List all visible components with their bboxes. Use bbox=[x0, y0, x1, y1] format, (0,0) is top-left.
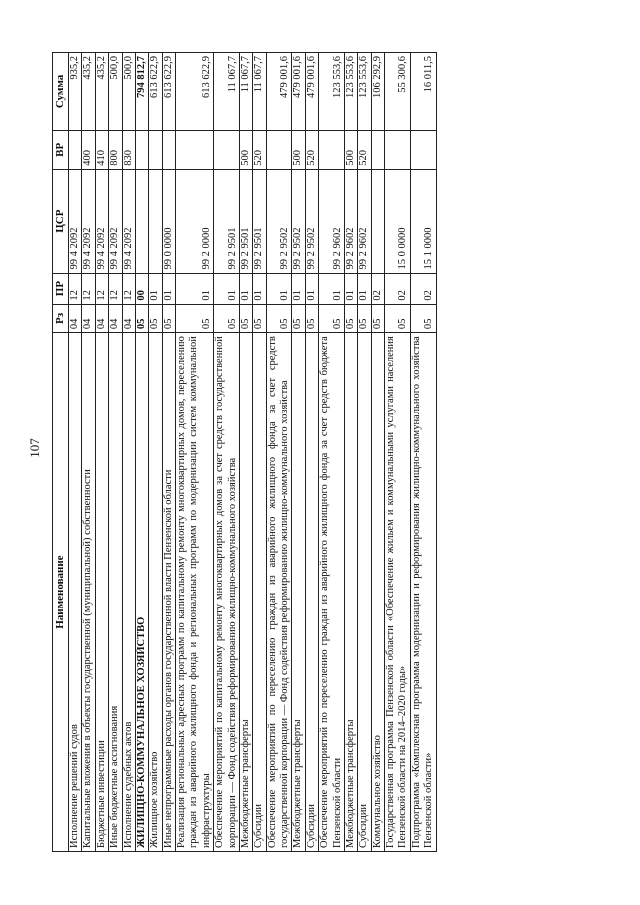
table-row bbox=[149, 53, 162, 852]
cell-sum: 935,2 bbox=[69, 53, 82, 131]
cell-vr bbox=[176, 130, 214, 169]
table-row bbox=[344, 53, 357, 852]
cell-csr bbox=[371, 169, 384, 273]
cell-pr: 01 bbox=[319, 273, 345, 304]
cell-sum: 794 812,7 bbox=[135, 53, 148, 131]
cell-name: Капитальные вложения в объекты государственной (муниципальной) собственности bbox=[82, 333, 95, 852]
cell-sum: 11 067,7 bbox=[214, 53, 240, 131]
cell-sum: 55 300,6 bbox=[385, 53, 411, 131]
cell-csr bbox=[135, 169, 148, 273]
cell-name: Субсидии bbox=[358, 333, 371, 852]
cell-sum: 613 622,9 bbox=[162, 53, 175, 131]
cell-pr: 02 bbox=[410, 273, 436, 304]
header-csr: ЦСР bbox=[53, 169, 69, 273]
cell-rz: 05 bbox=[214, 304, 240, 333]
cell-rz: 05 bbox=[266, 304, 292, 333]
cell-vr bbox=[135, 130, 148, 169]
table-row bbox=[305, 53, 318, 852]
cell-name: ЖИЛИЩНО-КОММУНАЛЬНОЕ ХОЗЯЙСТВО bbox=[135, 333, 148, 852]
cell-sum: 123 553,6 bbox=[344, 53, 357, 131]
table-row bbox=[176, 53, 214, 852]
cell-csr: 99 4 2092 bbox=[82, 169, 95, 273]
cell-rz: 05 bbox=[162, 304, 175, 333]
cell-vr: 800 bbox=[109, 130, 122, 169]
cell-rz: 05 bbox=[371, 304, 384, 333]
cell-pr: 12 bbox=[69, 273, 82, 304]
cell-csr: 99 2 9502 bbox=[305, 169, 318, 273]
cell-sum: 11 067,7 bbox=[253, 53, 266, 131]
cell-csr: 99 2 9602 bbox=[319, 169, 345, 273]
cell-rz: 05 bbox=[292, 304, 305, 333]
cell-pr: 01 bbox=[305, 273, 318, 304]
cell-pr: 12 bbox=[95, 273, 108, 304]
cell-pr: 01 bbox=[162, 273, 175, 304]
cell-sum: 479 001,6 bbox=[266, 53, 292, 131]
cell-sum: 106 292,9 bbox=[371, 53, 384, 131]
cell-pr: 02 bbox=[385, 273, 411, 304]
cell-vr bbox=[385, 130, 411, 169]
table-row bbox=[95, 53, 108, 852]
cell-csr: 15 0 0000 bbox=[385, 169, 411, 273]
table-row bbox=[358, 53, 371, 852]
cell-csr: 99 2 9502 bbox=[266, 169, 292, 273]
cell-rz: 05 bbox=[253, 304, 266, 333]
cell-name: Подпрограмма «Комплексная программа модернизации и реформирования жилищно-коммунального хозяйства Пензенской области» bbox=[410, 333, 436, 852]
table-row bbox=[319, 53, 345, 852]
cell-csr: 99 2 9602 bbox=[358, 169, 371, 273]
cell-name: Государственная программа Пензенской области «Обеспечение жильем и коммунальными услугами населения Пензенской области на 2014–2020 годы» bbox=[385, 333, 411, 852]
cell-csr: 99 4 2092 bbox=[109, 169, 122, 273]
cell-csr: 99 2 9501 bbox=[214, 169, 240, 273]
cell-pr: 01 bbox=[253, 273, 266, 304]
table-row bbox=[239, 53, 252, 852]
cell-name: Коммунальное хозяйство bbox=[371, 333, 384, 852]
table-row bbox=[292, 53, 305, 852]
cell-pr: 01 bbox=[214, 273, 240, 304]
cell-vr: 500 bbox=[292, 130, 305, 169]
cell-vr: 520 bbox=[253, 130, 266, 169]
cell-name: Исполнение решений судов bbox=[69, 333, 82, 852]
cell-csr: 15 1 0000 bbox=[410, 169, 436, 273]
table-row bbox=[135, 53, 148, 852]
cell-vr bbox=[319, 130, 345, 169]
cell-name: Бюджетные инвестиции bbox=[95, 333, 108, 852]
budget-table bbox=[52, 52, 437, 852]
cell-vr: 500 bbox=[344, 130, 357, 169]
cell-csr: 99 2 9501 bbox=[253, 169, 266, 273]
cell-vr bbox=[69, 130, 82, 169]
header-pr: ПР bbox=[53, 273, 69, 304]
cell-csr: 99 2 9502 bbox=[292, 169, 305, 273]
cell-rz: 05 bbox=[305, 304, 318, 333]
cell-sum: 435,2 bbox=[95, 53, 108, 131]
cell-csr: 99 2 9501 bbox=[239, 169, 252, 273]
cell-name: Иные непрограммные расходы органов государственной власти Пензенской области bbox=[162, 333, 175, 852]
cell-rz: 05 bbox=[176, 304, 214, 333]
cell-pr: 00 bbox=[135, 273, 148, 304]
cell-sum: 16 011,5 bbox=[410, 53, 436, 131]
table-row bbox=[385, 53, 411, 852]
cell-sum: 479 001,6 bbox=[305, 53, 318, 131]
cell-rz: 05 bbox=[135, 304, 148, 333]
cell-name: Обеспечение мероприятий по переселению граждан из аварийного жилищного фонда за счет средств государственной корпорации — Фонд содействия реформированию жилищно-коммунального хозяйства bbox=[266, 333, 292, 852]
cell-sum: 435,2 bbox=[82, 53, 95, 131]
cell-sum: 500,0 bbox=[122, 53, 135, 131]
cell-rz: 04 bbox=[109, 304, 122, 333]
cell-pr: 01 bbox=[344, 273, 357, 304]
cell-csr: 99 2 0000 bbox=[176, 169, 214, 273]
cell-name: Иные бюджетные ассигнования bbox=[109, 333, 122, 852]
cell-name: Обеспечение мероприятий по переселению граждан из аварийного жилищного фонда за счет средств бюджета Пензенской области bbox=[319, 333, 345, 852]
cell-csr bbox=[149, 169, 162, 273]
cell-rz: 05 bbox=[385, 304, 411, 333]
cell-pr: 12 bbox=[109, 273, 122, 304]
header-rz: Рз bbox=[53, 304, 69, 333]
cell-rz: 05 bbox=[319, 304, 345, 333]
header-sum: Сумма bbox=[53, 53, 69, 131]
table-row bbox=[109, 53, 122, 852]
cell-rz: 05 bbox=[410, 304, 436, 333]
cell-sum: 123 553,6 bbox=[358, 53, 371, 131]
cell-vr bbox=[266, 130, 292, 169]
cell-vr: 830 bbox=[122, 130, 135, 169]
cell-vr bbox=[371, 130, 384, 169]
cell-vr: 520 bbox=[358, 130, 371, 169]
cell-rz: 04 bbox=[122, 304, 135, 333]
cell-vr bbox=[410, 130, 436, 169]
cell-sum: 11 067,7 bbox=[239, 53, 252, 131]
cell-csr: 99 4 2092 bbox=[95, 169, 108, 273]
table-row bbox=[122, 53, 135, 852]
table-row bbox=[410, 53, 436, 852]
cell-pr: 12 bbox=[82, 273, 95, 304]
cell-sum: 123 553,6 bbox=[319, 53, 345, 131]
budget-table-container bbox=[52, 52, 572, 852]
cell-csr: 99 2 9602 bbox=[344, 169, 357, 273]
cell-csr: 99 0 0000 bbox=[162, 169, 175, 273]
page-number: 107 bbox=[26, 438, 42, 458]
table-row bbox=[162, 53, 175, 852]
cell-name: Межбюджетные трансферты bbox=[344, 333, 357, 852]
table-row bbox=[82, 53, 95, 852]
cell-vr: 400 bbox=[82, 130, 95, 169]
cell-vr: 410 bbox=[95, 130, 108, 169]
cell-pr: 01 bbox=[292, 273, 305, 304]
cell-vr: 520 bbox=[305, 130, 318, 169]
cell-name: Субсидии bbox=[305, 333, 318, 852]
table-row bbox=[214, 53, 240, 852]
cell-name: Межбюджетные трансферты bbox=[239, 333, 252, 852]
cell-name: Обеспечение мероприятий по капитальному ремонту многоквартирных домов за счет средств государственной корпорации — Фонд содействия реформированию жилищно-коммунального хозяйства bbox=[214, 333, 240, 852]
cell-vr bbox=[149, 130, 162, 169]
table-body bbox=[69, 53, 437, 852]
cell-rz: 05 bbox=[344, 304, 357, 333]
cell-sum: 613 622,9 bbox=[176, 53, 214, 131]
cell-name: Исполнение судебных актов bbox=[122, 333, 135, 852]
cell-pr: 12 bbox=[122, 273, 135, 304]
cell-sum: 500,0 bbox=[109, 53, 122, 131]
cell-pr: 01 bbox=[149, 273, 162, 304]
cell-name: Жилищное хозяйство bbox=[149, 333, 162, 852]
cell-vr: 500 bbox=[239, 130, 252, 169]
cell-sum: 613 622,9 bbox=[149, 53, 162, 131]
cell-pr: 01 bbox=[176, 273, 214, 304]
cell-rz: 04 bbox=[69, 304, 82, 333]
cell-csr: 99 4 2092 bbox=[122, 169, 135, 273]
cell-pr: 01 bbox=[239, 273, 252, 304]
cell-csr: 99 4 2092 bbox=[69, 169, 82, 273]
header-name: Наименование bbox=[53, 333, 69, 852]
table-row bbox=[69, 53, 82, 852]
cell-sum: 479 001,6 bbox=[292, 53, 305, 131]
table-row bbox=[371, 53, 384, 852]
header-vr: ВР bbox=[53, 130, 69, 169]
cell-name: Субсидии bbox=[253, 333, 266, 852]
cell-rz: 04 bbox=[82, 304, 95, 333]
cell-pr: 01 bbox=[266, 273, 292, 304]
cell-vr bbox=[162, 130, 175, 169]
cell-rz: 05 bbox=[149, 304, 162, 333]
cell-vr bbox=[214, 130, 240, 169]
cell-rz: 05 bbox=[358, 304, 371, 333]
table-row bbox=[253, 53, 266, 852]
cell-pr: 02 bbox=[371, 273, 384, 304]
table-header-row bbox=[53, 53, 69, 852]
cell-pr: 01 bbox=[358, 273, 371, 304]
cell-rz: 04 bbox=[95, 304, 108, 333]
cell-name: Межбюджетные трансферты bbox=[292, 333, 305, 852]
cell-rz: 05 bbox=[239, 304, 252, 333]
cell-name: Реализация региональных адресных программ по капитальному ремонту многоквартирных домов, переселению граждан из аварийного жилищного фонда и региональных программ по модернизации систем коммунальной инфраструктуры bbox=[176, 333, 214, 852]
table-row bbox=[266, 53, 292, 852]
